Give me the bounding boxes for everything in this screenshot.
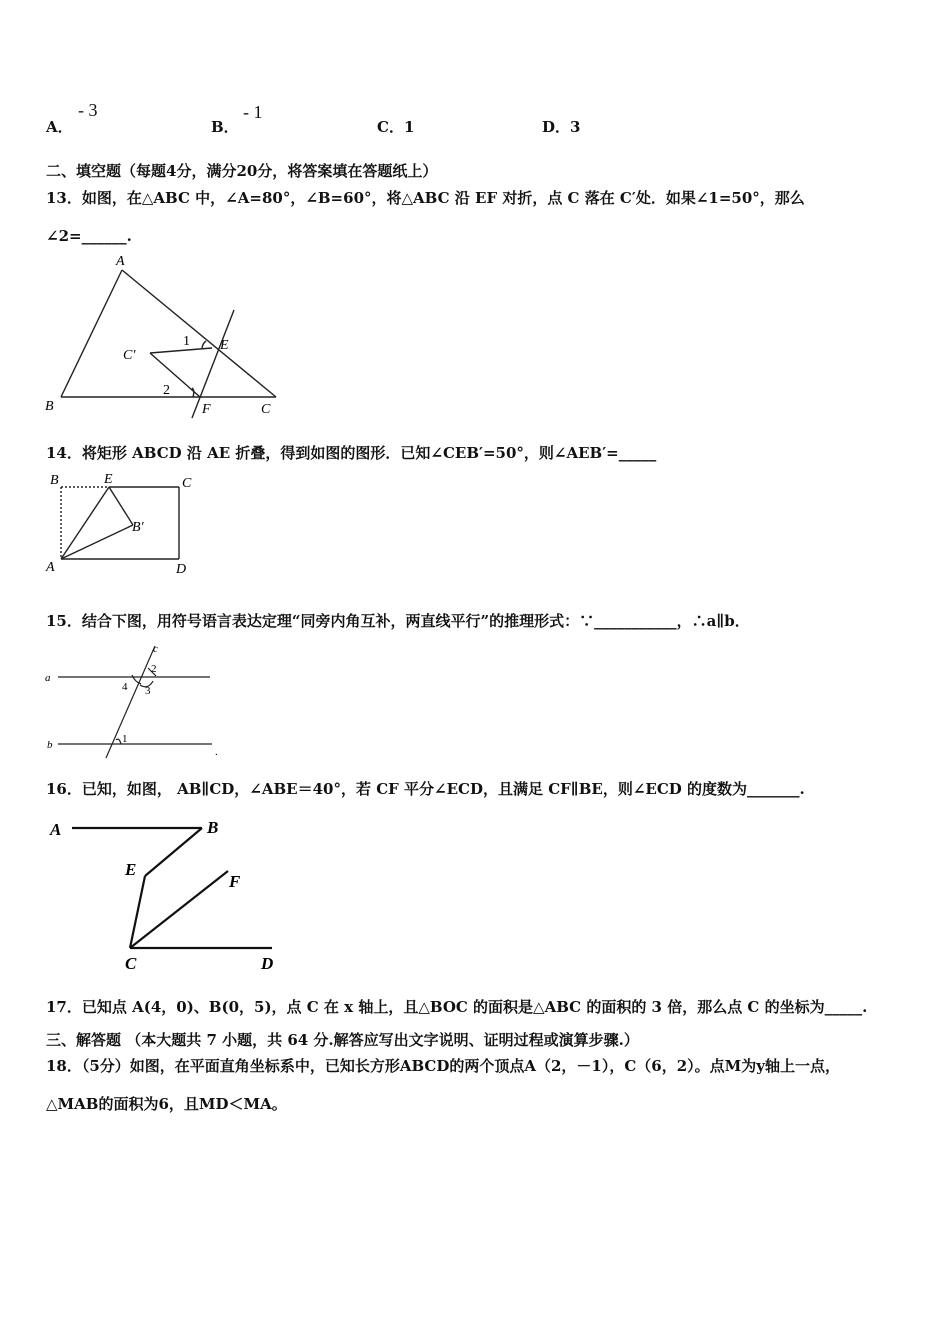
q13-angle1-arc <box>202 341 206 348</box>
q13-side-ab <box>61 270 122 397</box>
q14-figure <box>40 468 210 578</box>
q15-label-1: 1 <box>122 733 128 745</box>
q14-segment-eb1 <box>109 487 133 525</box>
q15-dot: . <box>215 746 218 758</box>
q15-label-c: c <box>153 643 158 655</box>
q16-label-d: D <box>261 954 274 973</box>
q13-segment-c1f <box>150 353 200 397</box>
q15-angle1-arc <box>116 739 121 744</box>
q15-angle4-arc <box>132 675 141 684</box>
q13-label-c: C <box>261 402 271 417</box>
q13-label-angle2: 2 <box>163 383 170 398</box>
q13-label-b: B <box>45 399 54 414</box>
q16-label-c: C <box>125 954 137 973</box>
q13-line1: 13．如图，在△ABC 中，∠A=80°，∠B=60°，将△ABC 沿 EF 对折，点 C 落在 C′处．如果∠1=50°，那么 <box>46 189 805 207</box>
option-a-value: - 3 <box>78 100 98 120</box>
q13-label-a: A <box>116 254 125 269</box>
q13-line2: ∠2=______. <box>46 227 132 245</box>
q13-label-angle1: 1 <box>183 334 190 349</box>
q13-side-ac <box>122 270 276 397</box>
q13-label-e: E <box>220 338 229 353</box>
q15-transversal-c <box>106 646 155 758</box>
q14-text: 14．将矩形 ABCD 沿 AE 折叠，得到如图的图形．已知∠CEB′=50°，则∠AEB′=_____ <box>46 444 657 462</box>
q16-label-a: A <box>50 820 62 839</box>
q16-label-b: B <box>207 818 219 837</box>
q14-label-a: A <box>46 560 55 575</box>
q18-line1: 18．（5分）如图，在平面直角坐标系中，已知长方形ABCD的两个顶点A（2，－1），C（6，2）。点M为y轴上一点， <box>46 1057 841 1075</box>
q13-segment-c1e <box>150 348 212 353</box>
q15-label-3: 3 <box>145 685 151 697</box>
q14-label-b: B <box>50 473 59 488</box>
q14-label-e: E <box>104 472 113 487</box>
q15-label-4: 4 <box>122 681 128 693</box>
q16-figure <box>40 810 290 980</box>
q16-label-e: E <box>125 860 137 879</box>
section3-heading: 三、解答题 （本大题共 7 小题，共 64 分.解答应写出文字说明、证明过程或演算步骤.） <box>46 1031 639 1049</box>
q13-figure <box>40 250 285 420</box>
q18-line2: △MAB的面积为6，且MD＜MA。 <box>46 1095 287 1113</box>
q15-figure <box>40 640 230 760</box>
q13-fold-line-ef <box>192 310 234 418</box>
q16-text: 16．已知，如图， AB∥CD，∠ABE＝40°，若 CF 平分∠ECD，且满足 CF∥BE，则∠ECD 的度数为_______. <box>46 780 805 798</box>
option-b-value: - 1 <box>243 102 263 122</box>
q15-label-b: b <box>47 739 53 751</box>
q14-label-b-prime: B′ <box>132 520 144 535</box>
q13-label-c-prime: C′ <box>123 348 136 363</box>
option-a-label: A． <box>46 118 73 136</box>
q16-segment-be <box>145 828 202 876</box>
option-c: C．1 <box>377 118 415 136</box>
option-b-label: B． <box>211 118 239 136</box>
option-a <box>46 116 73 137</box>
q13-label-f: F <box>202 402 211 417</box>
q17-text: 17．已知点 A(4，0)、B(0，5)，点 C 在 x 轴上，且△BOC 的面积是△ABC 的面积的 3 倍，那么点 C 的坐标为_____. <box>46 998 868 1016</box>
option-b <box>211 116 239 137</box>
q14-label-d: D <box>176 562 187 577</box>
section2-heading: 二、填空题（每题4分，满分20分，将答案填在答题纸上） <box>46 162 438 180</box>
option-d: D．3 <box>542 118 581 136</box>
q15-label-2: 2 <box>151 663 157 675</box>
q14-label-c: C <box>182 476 192 491</box>
q16-label-f: F <box>229 872 241 891</box>
q15-text: 15．结合下图，用符号语言表达定理“同旁内角互补，两直线平行”的推理形式：∵___________，∴a∥b． <box>46 612 750 630</box>
q15-label-a: a <box>45 672 51 684</box>
